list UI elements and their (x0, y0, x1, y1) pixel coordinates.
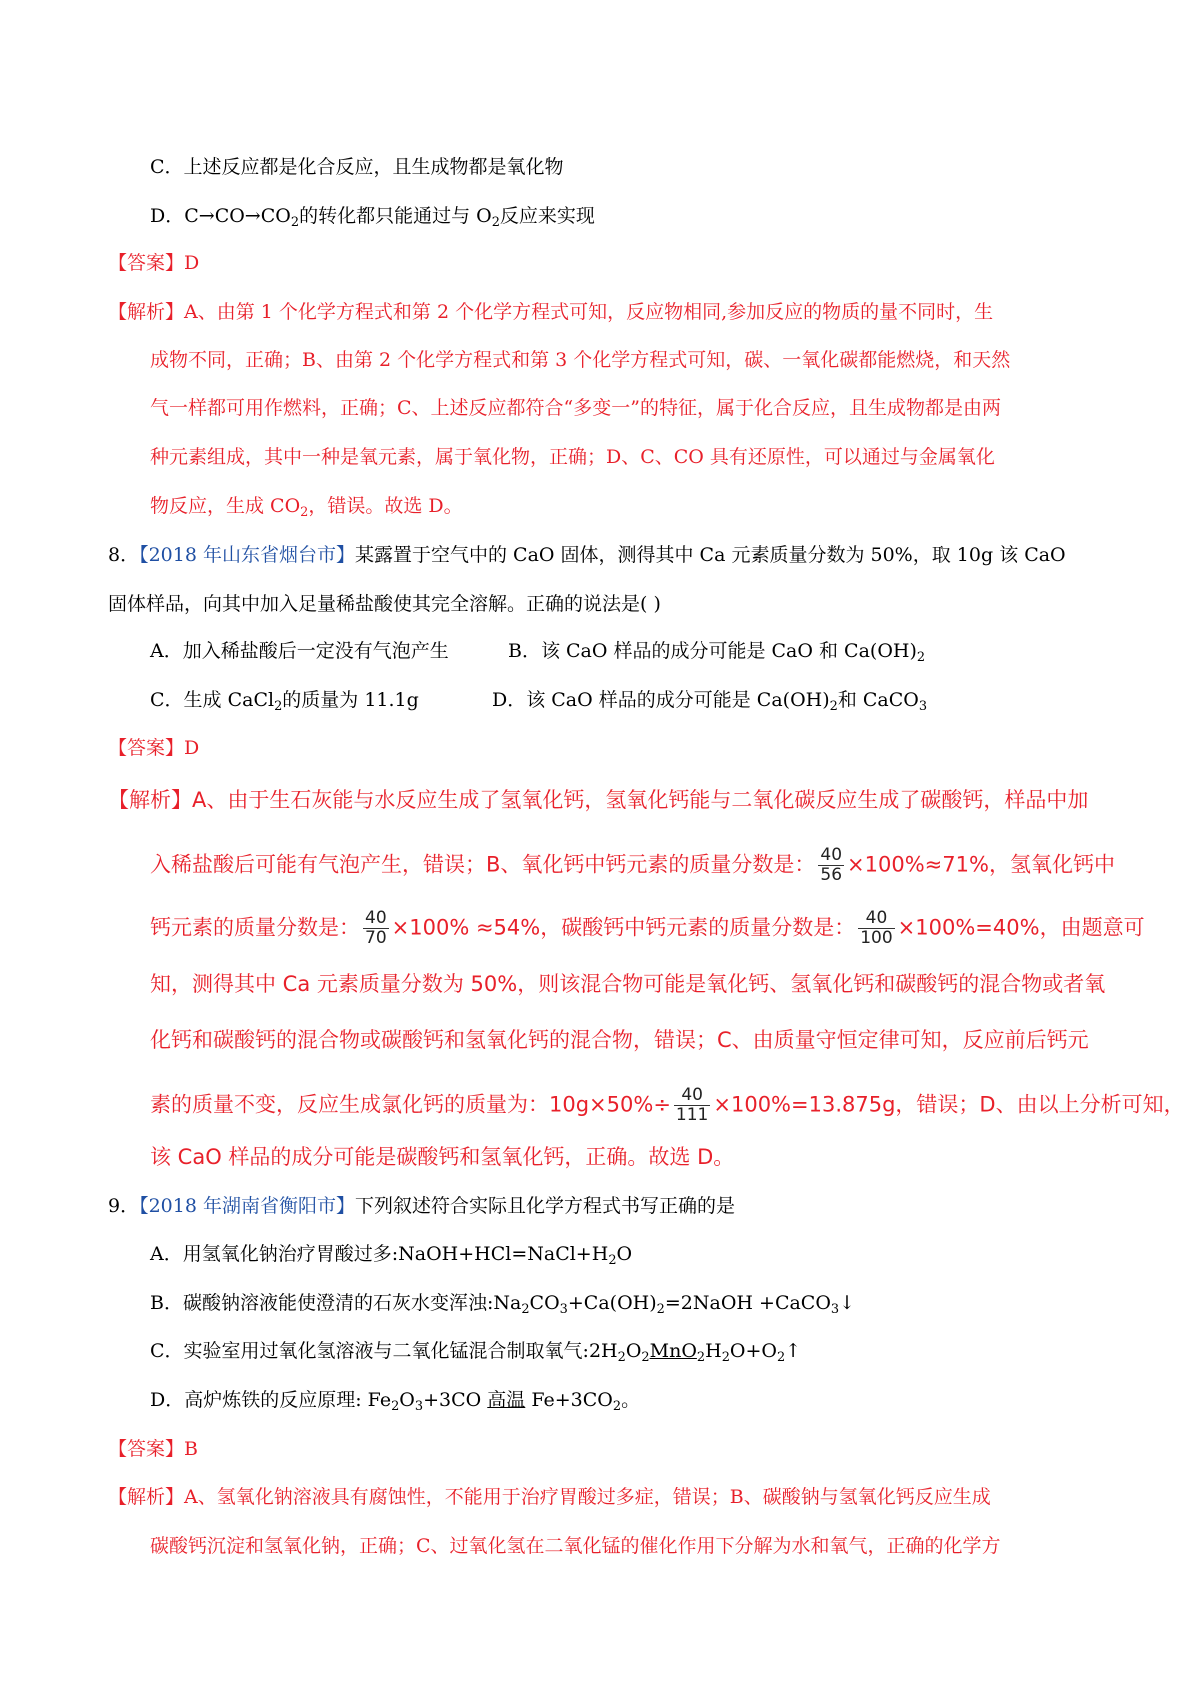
q7-analysis-label: 【解析】 (108, 301, 185, 323)
q9-option-b (150, 1288, 855, 1318)
fraction-40-111 (674, 1086, 710, 1125)
subscript: 2 (721, 1350, 730, 1366)
q8-analysis-line-4 (150, 969, 1105, 999)
q9-option-b-text: ↓ (839, 1292, 856, 1314)
q8-option-c (150, 685, 419, 715)
q8-option-c-text: 的质量为 11.1g (282, 689, 419, 711)
q9-option-c-text: ↑ (785, 1340, 802, 1362)
reaction-condition-text: MnO (649, 1340, 697, 1362)
subscript: 2 (274, 699, 283, 715)
q7-analysis-text: 气一样都可用作燃料，正确；C、上述反应都符合“多变一”的特征，属于化合反应，且生成物都是由两 (150, 397, 1001, 419)
q9-analysis-line-1 (108, 1482, 991, 1512)
fraction-numerator: 40 (858, 909, 894, 929)
fraction-numerator: 40 (674, 1086, 710, 1106)
subscript: 2 (612, 1399, 622, 1415)
q8-option-b-text: B．该 CaO 样品的成分可能是 CaO 和 Ca(OH) (508, 640, 917, 662)
fraction-denominator: 100 (860, 928, 893, 948)
q8-analysis-text: ×100%=13.875g，错误；D、由以上分析可知， (713, 1092, 1185, 1117)
q8-analysis-text: ×100%=40%，由题意可 (897, 915, 1145, 940)
q7-analysis-text: 成物不同，正确；B、由第 2 个化学方程式和第 3 个化学方程式可知，碳、一氧化碳都能燃烧，和天然 (150, 349, 1011, 371)
q9-answer-text: 【答案】B (108, 1438, 198, 1460)
q9-analysis-line-2 (150, 1531, 1001, 1561)
subscript: 3 (559, 1302, 568, 1318)
q8-analysis-text: 知，测得其中 Ca 元素质量分数为 50%，则该混合物可能是氧化钙、氢氧化钙和碳酸钙的混合物或者氧 (150, 972, 1106, 996)
q7-analysis-line-2 (150, 345, 1010, 375)
subscript: 2 (491, 215, 500, 231)
q7-option-d-text: 反应来实现 (499, 205, 595, 227)
reaction-condition (649, 1340, 706, 1366)
subscript: 2 (608, 1253, 617, 1269)
q8-answer-text: 【答案】D (108, 737, 200, 759)
q9-option-a-text: O (616, 1243, 633, 1265)
q9-option-a-text: A．用氢氧化钠治疗胃酸过多:NaOH+HCl=NaCl+H (150, 1243, 609, 1265)
fraction-40-56 (818, 846, 844, 885)
fraction-denominator: 111 (675, 1105, 709, 1125)
q7-analysis-line-1 (108, 297, 993, 327)
q8-stem-line-1 (108, 540, 1066, 570)
reaction-condition: 高温 (487, 1389, 526, 1411)
q9-number: 9． (108, 1195, 140, 1217)
q9-option-c-text: H (705, 1340, 722, 1362)
q9-option-d-text: 。 (621, 1389, 641, 1411)
q9-option-d-text: Fe+3CO (525, 1389, 613, 1411)
q8-option-d-text: D．该 CaO 样品的成分可能是 Ca(OH) (492, 689, 830, 711)
q7-answer-text: 【答案】D (108, 252, 200, 274)
q7-option-d (150, 201, 595, 231)
q7-analysis-line-4 (150, 442, 995, 472)
fraction-denominator: 56 (820, 865, 843, 885)
subscript: 2 (391, 1399, 400, 1415)
subscript: 2 (521, 1302, 530, 1318)
q9-option-b-text: =2NaOH +CaCO (664, 1292, 831, 1314)
q8-option-a-text: A．加入稀盐酸后一定没有气泡产生 (150, 640, 449, 662)
q8-option-c-text: C．生成 CaCl (150, 689, 275, 711)
q9-option-c (150, 1336, 801, 1366)
q9-option-b-text: B．碳酸钠溶液能使澄清的石灰水变浑浊:Na (150, 1292, 522, 1314)
q8-answer (108, 733, 199, 763)
fraction-denominator: 70 (365, 928, 387, 948)
q8-analysis-line-6 (150, 1086, 1185, 1125)
subscript: 2 (290, 215, 300, 231)
q9-analysis-label: 【解析】 (108, 1486, 185, 1508)
fraction-numerator: 40 (820, 845, 843, 865)
q9-option-b-text: CO (529, 1292, 560, 1314)
subscript: 3 (830, 1302, 840, 1318)
subscript: 2 (641, 1350, 650, 1366)
q7-answer (108, 248, 199, 278)
q7-option-d-text: D．C→CO→CO (150, 205, 291, 227)
q7-option-c-text: C．上述反应都是化合反应，且生成物都是氧化物 (150, 156, 564, 178)
q8-analysis-text: A、由于生石灰能与水反应生成了氢氧化钙，氢氧化钙能与二氧化碳反应生成了碳酸钙，样品中加 (192, 788, 1089, 812)
q8-analysis-line-5 (150, 1025, 1089, 1055)
q7-analysis-text: 种元素组成，其中一种是氧元素，属于氧化物，正确；D、C、CO 具有还原性，可以通过与金属氧化 (150, 446, 995, 468)
q7-analysis-line-5 (150, 491, 463, 521)
q9-analysis-text: A、氢氧化钠溶液具有腐蚀性，不能用于治疗胃酸过多症，错误；B、碳酸钠与氢氧化钙反应生成 (184, 1486, 991, 1508)
q8-analysis-text: 化钙和碳酸钙的混合物或碳酸钙和氢氧化钙的混合物，错误；C、由质量守恒定律可知，反应前后钙元 (150, 1028, 1089, 1052)
q9-source: 【2018 年湖南省衡阳市】 (139, 1195, 355, 1217)
q8-option-d (492, 685, 927, 715)
q8-stem-text: 某露置于空气中的 CaO 固体，测得其中 Ca 元素质量分数为 50%，取 10g 该 CaO (355, 544, 1066, 566)
subscript: 2 (696, 1350, 706, 1366)
q8-analysis-text: ×100%≈71%，氢氧化钙中 (847, 852, 1115, 877)
subscript: 2 (656, 1302, 665, 1318)
q9-analysis-text: 碳酸钙沉淀和氢氧化钠，正确；C、过氧化氢在二氧化锰的催化作用下分解为水和氧气，正确的化学方 (150, 1535, 1001, 1557)
q8-analysis-text: 该 CaO 样品的成分可能是碳酸钙和氢氧化钙，正确。故选 D。 (150, 1145, 735, 1169)
q9-answer (108, 1434, 198, 1464)
q8-analysis-text: 素的质量不变，反应生成氯化钙的质量为：10g×50%÷ (150, 1092, 671, 1117)
subscript: 2 (916, 650, 926, 666)
q9-option-c-text: O+O (729, 1340, 777, 1362)
q8-option-d-text: 和 CaCO (837, 689, 919, 711)
q8-analysis-line-1 (108, 785, 1088, 815)
q9-option-b-text: +Ca(OH) (567, 1292, 657, 1314)
q8-analysis-text: 钙元素的质量分数是： (150, 915, 360, 940)
q9-stem-text: 下列叙述符合实际且化学方程式书写正确的是 (355, 1195, 736, 1217)
q8-stem-text: 固体样品，向其中加入足量稀盐酸使其完全溶解。正确的说法是( ) (108, 593, 661, 615)
subscript: 2 (300, 505, 309, 521)
fraction-40-100 (858, 909, 894, 948)
subscript: 2 (617, 1350, 626, 1366)
q9-option-a (150, 1239, 632, 1269)
q8-analysis-label: 【解析】 (108, 788, 192, 812)
q7-option-c (150, 152, 564, 182)
q7-analysis-text: 物反应，生成 CO (150, 495, 301, 517)
q7-analysis-line-3 (150, 393, 1001, 423)
q7-analysis-text: A、由第 1 个化学方程式和第 2 个化学方程式可知，反应物相同,参加反应的物质的量不同时，生 (184, 301, 994, 323)
q8-analysis-text: 入稀盐酸后可能有气泡产生，错误；B、氧化钙中钙元素的质量分数是： (150, 852, 816, 877)
subscript: 2 (829, 699, 838, 715)
q8-analysis-text: ×100% ≈54%，碳酸钙中钙元素的质量分数是： (391, 915, 856, 940)
q9-option-c-text: O (625, 1340, 642, 1362)
q8-stem-line-2 (108, 589, 661, 619)
q7-option-d-text: 的转化都只能通过与 O (299, 205, 492, 227)
q9-option-d-text: +3CO (423, 1389, 488, 1411)
q9-option-d-text: O (399, 1389, 415, 1411)
subscript: 3 (918, 699, 928, 715)
q8-analysis-line-7 (150, 1142, 734, 1172)
q8-analysis-line-2 (150, 846, 1115, 885)
subscript: 2 (777, 1350, 786, 1366)
q9-option-d-text: D．高炉炼铁的反应原理: Fe (150, 1389, 392, 1411)
q8-option-a (150, 636, 449, 666)
fraction-40-70 (363, 909, 389, 948)
fraction-numerator: 40 (365, 908, 387, 928)
q8-number: 8． (108, 544, 140, 566)
subscript: 3 (414, 1399, 424, 1415)
q9-option-c-text: C．实验室用过氧化氢溶液与二氧化锰混合制取氧气:2H (150, 1340, 618, 1362)
q8-source: 【2018 年山东省烟台市】 (139, 544, 355, 566)
q9-option-d (150, 1385, 640, 1415)
q7-analysis-text: ，错误。故选 D。 (308, 495, 463, 517)
q8-analysis-line-3 (150, 909, 1145, 948)
q8-option-b (508, 636, 925, 666)
q9-stem (108, 1191, 735, 1221)
